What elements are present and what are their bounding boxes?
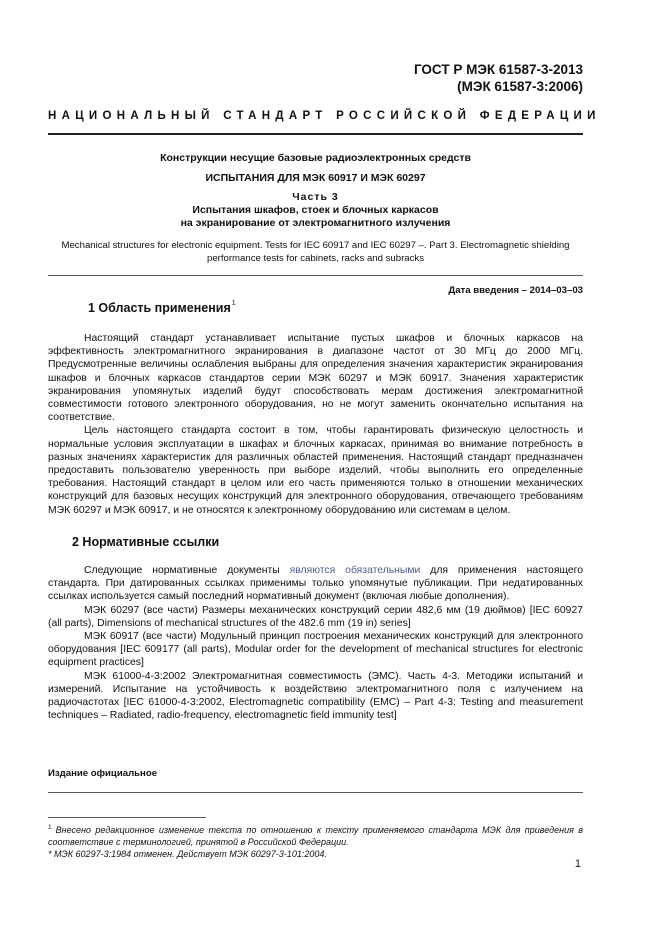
- title-line-1: Конструкции несущие базовые радиоэлектронных средств: [160, 152, 471, 164]
- footnote-mark: 1: [48, 824, 52, 831]
- part-title-line-1: Испытания шкафов, стоек и блочных каркасов: [192, 204, 439, 216]
- footnote-text-run: Внесено редакционное изменение текста по отношению к тексту применяемого стандарта МЭК для приведения в соответствие с терминологией, принятой в Российской Федерации.: [48, 825, 583, 847]
- part-label: Часть 3: [292, 191, 339, 203]
- title-line-2: ИСПЫТАНИЯ ДЛЯ МЭК 60917 И МЭК 60297: [205, 172, 426, 184]
- text-run: Следующие нормативные документы: [84, 565, 290, 576]
- paragraph: Настоящий стандарт устанавливает испытание пустых шкафов и блочных каркасов на эффективность электромагнитного экранирования в диапазоне частот от 30 МГц до 2000 МГц. Предусмотренные величины ослабления выбраны для определения значения характеристик экранирования шкафов и блочных каркасов стандартов серии МЭК 60297 и МЭК 60917. Значения характеристик экранирования упомянутых изделий будут способствовать мерам достижения электромагнитной совместимости готового электронного оборудования, но не могут заменить окончательно испытания на соответствие.: [48, 333, 583, 424]
- section-2-body: [48, 564, 583, 722]
- header-divider: [48, 133, 583, 135]
- section-1-heading: [88, 300, 236, 315]
- english-title: Mechanical structures for electronic equipment. Tests for IEC 60917 and IEC 60297 –. Part 3. Electromagnetic shielding performance tests for cabinets, racks and subracks: [61, 240, 570, 264]
- page-number: 1: [574, 858, 581, 870]
- footnote-note: * МЭК 60297-3:1984 отменен. Действует МЭК 60297-3-101:2004.: [48, 849, 327, 859]
- standard-header: [414, 61, 583, 95]
- part-title-line-2: на экранирование от электромагнитного излучения: [180, 217, 451, 229]
- section-1-title: 1 Область применения: [88, 301, 231, 315]
- paragraph: Цель настоящего стандарта состоит в том, чтобы гарантировать физическую целостность и нормальные условия эксплуатации в шкафах и блочных каркасах, принимая во внимание потребность в разных значениях характеристик для различных областей применения. Настоящий стандарт предназначен предоставить пользователю уверенность при выборе изделий, чтобы выполнить его определенные требования. Настоящий стандарт в целом или его часть применяются только в отношении механических конструкций для базовых несущих конструкций для электронного оборудования, отвечающего требованиям МЭК 60297 и МЭК 60917, и не относятся к электронному оборудованию или системам в целом.: [48, 425, 583, 516]
- official-edition-label: Издание официальное: [48, 768, 158, 779]
- reference-item: МЭК 60297 (все части) Размеры механических конструкций серии 482,6 мм (19 дюймов) [IEC 60927 (all parts), Dimensions of mechanical structures of the 482.6 mm (19 in) series]: [48, 604, 583, 629]
- text-run: для применения настоящего стандарта. При датированных ссылках применимы только упомянутые публикации. При недатированных ссылках используется самый последний нормативный документ (включая любые дополнения).: [48, 565, 583, 603]
- standard-id: ГОСТ Р МЭК 61587-3-2013: [413, 62, 583, 77]
- reference-item: МЭК 60917 (все части) Модульный принцип построения механических конструкций для электронного оборудования [IEC 609177 (all parts), Modular order for the development of mechanical structures for electronic equipment practices]: [48, 631, 583, 669]
- footnote-text: [48, 822, 583, 848]
- title-divider: [48, 275, 583, 276]
- highlighted-phrase: являются обязательными: [289, 565, 421, 576]
- iec-id: (МЭК 61587-3:2006): [457, 79, 583, 94]
- document-titles: [48, 151, 583, 230]
- section-1-body: [48, 332, 583, 517]
- footer-divider: [48, 792, 583, 793]
- footnote: [48, 822, 583, 860]
- footnote-divider: [48, 817, 206, 818]
- reference-item: МЭК 61000-4-3:2002 Электромагнитная совместимость (ЭМС). Часть 4-3. Методики испытаний и измерений. Испытание на устойчивость к воздействию электромагнитного поля с излучением на радиочастотах [IEC 61000-4-3:2002, Electromagnetic compatibility (EMC) – Part 4-3: Testing and measurement techniques – Radiated, radio-frequency, electromagnetic field immunity test]: [48, 670, 583, 722]
- footnote-reference[interactable]: 1: [231, 300, 236, 307]
- national-standard-label: НАЦИОНАЛЬНЫЙ СТАНДАРТ РОССИЙСКОЙ ФЕДЕРАЦИИ: [48, 110, 601, 122]
- introduction-date: Дата введения – 2014–03–03: [448, 285, 583, 296]
- section-2-title: 2 Нормативные ссылки: [72, 535, 220, 549]
- paragraph: [48, 564, 583, 604]
